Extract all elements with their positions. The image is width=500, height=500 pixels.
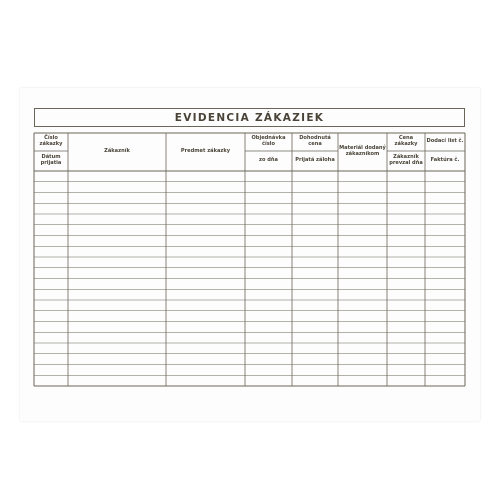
header-zakaznik: Zákazník (104, 148, 130, 155)
header-dohodnuta-cena: Dohodnutá cena (299, 135, 331, 147)
header-objednavka-cislo: Objednávka číslo (251, 135, 286, 147)
header-material-dodany: Materiál dodaný zákazníkom (339, 145, 386, 157)
form-sheet (20, 88, 480, 421)
header-datum-prijatia: Dátum prijatia (40, 154, 62, 166)
header-cena-zakazky: Cena zákazky (394, 135, 418, 147)
header-predmet-zakazky: Predmet zákazky (180, 148, 231, 155)
header-prijata-zaloha: Prijatá záloha (295, 157, 335, 164)
header-zo-dna: zo dňa (259, 157, 278, 164)
header-cislo-zakazky: Číslo zákazky (39, 135, 63, 147)
header-zakaznik-prevzal: Zákazník prevzal dňa (389, 154, 423, 166)
form-title: EVIDENCIA ZÁKAZIEK (174, 111, 325, 124)
header-faktura: Faktúra č. (430, 157, 460, 164)
header-dodaci-list: Dodací list č. (426, 138, 464, 145)
